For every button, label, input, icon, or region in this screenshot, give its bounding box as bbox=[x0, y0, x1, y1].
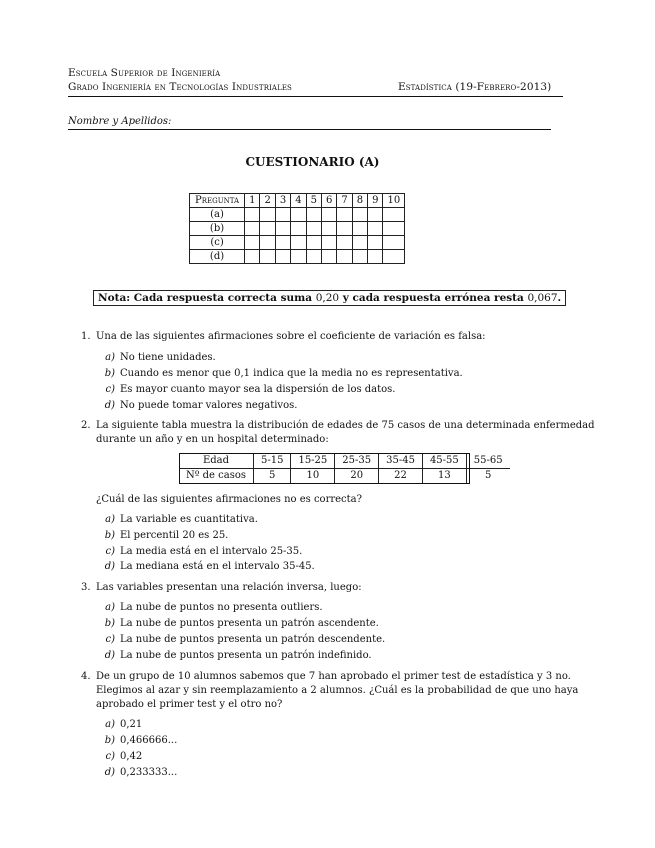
option-label: c) bbox=[105, 384, 115, 395]
option-label: c) bbox=[105, 634, 115, 645]
note-text-2: y cada respuesta errónea resta bbox=[339, 292, 528, 304]
answer-cell[interactable] bbox=[291, 208, 306, 222]
answer-cell[interactable] bbox=[383, 236, 405, 250]
answer-cell[interactable] bbox=[275, 236, 290, 250]
answer-cell[interactable] bbox=[306, 250, 321, 264]
answer-cell[interactable] bbox=[337, 222, 352, 236]
page-title: CUESTIONARIO (A) bbox=[245, 155, 380, 169]
answer-cell[interactable] bbox=[383, 250, 405, 264]
grid-header-cell: 5 bbox=[306, 194, 321, 208]
answer-cell[interactable] bbox=[245, 250, 260, 264]
option-label: a) bbox=[105, 602, 115, 613]
note-value-wrong: 0,067 bbox=[527, 292, 558, 304]
question-3-option-d[interactable] bbox=[101, 650, 372, 661]
option-label: d) bbox=[104, 767, 115, 778]
question-1-option-c[interactable] bbox=[101, 384, 396, 395]
freq-cell: 5 bbox=[466, 469, 509, 484]
question-2-subtext: ¿Cuál de las siguientes afirmaciones no es correcta? bbox=[96, 494, 362, 505]
freq-table-right-rule bbox=[469, 453, 470, 484]
question-4-option-c[interactable] bbox=[101, 751, 142, 762]
answer-cell[interactable] bbox=[337, 208, 352, 222]
answer-cell[interactable] bbox=[321, 236, 336, 250]
question-1-option-a[interactable] bbox=[101, 352, 216, 363]
answer-cell[interactable] bbox=[291, 250, 306, 264]
answer-cell[interactable] bbox=[321, 250, 336, 264]
question-4-text-line1: De un grupo de 10 alumnos sabemos que 7 han aprobado el primer test de estadística y 3 no. bbox=[96, 671, 571, 682]
option-label: a) bbox=[105, 514, 115, 525]
freq-data-row bbox=[179, 469, 510, 484]
grid-header-cell: 4 bbox=[291, 194, 306, 208]
option-text: 0,42 bbox=[120, 751, 143, 762]
question-4-text-line2: Elegimos al azar y sin reemplazamiento a 2 alumnos. ¿Cuál es la probabilidad de que uno haya bbox=[96, 685, 579, 696]
answer-cell[interactable] bbox=[306, 236, 321, 250]
school-name: Escuela Superior de Ingeniería bbox=[68, 67, 221, 79]
name-line bbox=[68, 129, 551, 130]
question-1-option-d[interactable] bbox=[101, 400, 297, 411]
freq-cell: 13 bbox=[422, 469, 466, 484]
answer-cell[interactable] bbox=[245, 208, 260, 222]
grid-header-cell: 1 bbox=[245, 194, 260, 208]
option-text: La nube de puntos presenta un patrón ascendente. bbox=[120, 618, 379, 629]
answer-grid-row bbox=[190, 208, 405, 222]
question-1-number: 1. bbox=[81, 331, 91, 342]
freq-cell: 20 bbox=[335, 469, 379, 484]
grid-header-cell: 3 bbox=[275, 194, 290, 208]
answer-cell[interactable] bbox=[321, 208, 336, 222]
question-2-option-d[interactable] bbox=[101, 561, 315, 572]
degree-name: Grado Ingeniería en Tecnologías Industriales bbox=[68, 81, 292, 93]
answer-cell[interactable] bbox=[352, 236, 367, 250]
freq-cell: 22 bbox=[379, 469, 423, 484]
answer-cell[interactable] bbox=[275, 208, 290, 222]
grid-row-label: (d) bbox=[190, 250, 245, 264]
option-label: b) bbox=[104, 735, 115, 746]
option-label: b) bbox=[104, 618, 115, 629]
note-text-end: . bbox=[557, 292, 562, 304]
answer-cell[interactable] bbox=[321, 222, 336, 236]
note-text-1: Nota: Cada respuesta correcta suma bbox=[98, 292, 316, 304]
answer-cell[interactable] bbox=[337, 250, 352, 264]
answer-cell[interactable] bbox=[368, 222, 383, 236]
freq-header-cell: 55-65 bbox=[466, 454, 509, 469]
answer-cell[interactable] bbox=[260, 222, 275, 236]
answer-cell[interactable] bbox=[291, 222, 306, 236]
option-label: d) bbox=[104, 400, 115, 411]
answer-cell[interactable] bbox=[352, 208, 367, 222]
answer-cell[interactable] bbox=[368, 250, 383, 264]
grid-row-label: (b) bbox=[190, 222, 245, 236]
answer-grid-row bbox=[190, 236, 405, 250]
freq-header-cell: 35-45 bbox=[379, 454, 423, 469]
answer-cell[interactable] bbox=[352, 222, 367, 236]
question-2-text-line2: durante un año y en un hospital determinado: bbox=[96, 434, 329, 445]
option-text: 0,233333... bbox=[120, 767, 178, 778]
option-text: 0,21 bbox=[120, 719, 143, 730]
option-text: La nube de puntos presenta un patrón descendente. bbox=[120, 634, 386, 645]
freq-header-cell: 45-55 bbox=[422, 454, 466, 469]
grid-header-cell: 6 bbox=[321, 194, 336, 208]
question-2-text-line1: La siguiente tabla muestra la distribución de edades de 75 casos de una determinada enfermedad bbox=[96, 420, 595, 431]
question-3-option-b[interactable] bbox=[101, 618, 379, 629]
answer-grid bbox=[189, 193, 405, 264]
question-3-option-c[interactable] bbox=[101, 634, 385, 645]
option-text: 0,466666... bbox=[120, 735, 178, 746]
option-text: La nube de puntos presenta un patrón indefinido. bbox=[120, 650, 372, 661]
option-label: b) bbox=[104, 530, 115, 541]
scoring-note bbox=[93, 290, 566, 306]
option-label: d) bbox=[104, 561, 115, 572]
question-4-option-d[interactable] bbox=[101, 767, 177, 778]
freq-table-bottom-rule bbox=[179, 483, 470, 484]
freq-header-cell: 15-25 bbox=[291, 454, 335, 469]
answer-cell[interactable] bbox=[368, 208, 383, 222]
answer-cell[interactable] bbox=[352, 250, 367, 264]
note-value-correct: 0,20 bbox=[315, 292, 340, 304]
option-label: a) bbox=[105, 352, 115, 363]
answer-grid-header bbox=[190, 194, 405, 208]
freq-table-left-rule bbox=[179, 453, 180, 484]
option-text: La media está en el intervalo 25-35. bbox=[120, 546, 303, 557]
option-label: c) bbox=[105, 546, 115, 557]
answer-cell[interactable] bbox=[337, 236, 352, 250]
freq-header-cell: 5-15 bbox=[253, 454, 290, 469]
freq-cell: Nº de casos bbox=[186, 470, 246, 481]
header-rule bbox=[68, 96, 563, 97]
grid-header-cell: 7 bbox=[337, 194, 352, 208]
freq-cell: 10 bbox=[291, 469, 335, 484]
question-2-option-b[interactable] bbox=[101, 530, 228, 541]
question-4-option-a[interactable] bbox=[101, 719, 142, 730]
answer-grid-row bbox=[190, 222, 405, 236]
freq-header-cell: 25-35 bbox=[335, 454, 379, 469]
option-label: b) bbox=[104, 368, 115, 379]
grid-header-cell: 9 bbox=[368, 194, 383, 208]
freq-table-top-rule bbox=[179, 453, 470, 454]
option-text: La mediana está en el intervalo 35-45. bbox=[120, 561, 315, 572]
question-2-option-c[interactable] bbox=[101, 546, 302, 557]
answer-grid-row bbox=[190, 250, 405, 264]
answer-cell[interactable] bbox=[260, 236, 275, 250]
answer-cell[interactable] bbox=[306, 208, 321, 222]
grid-header-cell: 10 bbox=[383, 194, 405, 208]
answer-cell[interactable] bbox=[368, 236, 383, 250]
answer-cell[interactable] bbox=[275, 250, 290, 264]
answer-cell[interactable] bbox=[383, 208, 405, 222]
question-2-number: 2. bbox=[81, 420, 91, 431]
question-1-text: Una de las siguientes afirmaciones sobre el coeficiente de variación es falsa: bbox=[96, 331, 486, 342]
freq-cell: 5 bbox=[253, 469, 290, 484]
option-text: La variable es cuantitativa. bbox=[120, 514, 258, 525]
option-text: Cuando es menor que 0,1 indica que la media no es representativa. bbox=[120, 368, 463, 379]
option-text: No tiene unidades. bbox=[120, 352, 216, 363]
question-2-option-a[interactable] bbox=[101, 514, 258, 525]
option-text: La nube de puntos no presenta outliers. bbox=[120, 602, 323, 613]
name-label: Nombre y Apellidos: bbox=[68, 116, 172, 127]
age-frequency-table bbox=[179, 454, 510, 483]
question-4-option-b[interactable] bbox=[101, 735, 177, 746]
answer-cell[interactable] bbox=[383, 222, 405, 236]
option-text: Es mayor cuanto mayor sea la dispersión de los datos. bbox=[120, 384, 396, 395]
answer-cell[interactable] bbox=[260, 208, 275, 222]
answer-cell[interactable] bbox=[245, 236, 260, 250]
exam-title: Estadística (19-Febrero-2013) bbox=[398, 81, 552, 93]
question-4-text-line3: aprobado el primer test y el otro no? bbox=[96, 699, 283, 710]
grid-row-label: (a) bbox=[190, 208, 245, 222]
freq-header-row bbox=[179, 454, 510, 469]
option-label: a) bbox=[105, 719, 115, 730]
option-label: d) bbox=[104, 650, 115, 661]
question-3-option-a[interactable] bbox=[101, 602, 323, 613]
freq-header-cell: Edad bbox=[179, 454, 253, 469]
option-text: No puede tomar valores negativos. bbox=[120, 400, 298, 411]
grid-row-label: (c) bbox=[190, 236, 245, 250]
answer-cell[interactable] bbox=[291, 236, 306, 250]
answer-cell[interactable] bbox=[275, 222, 290, 236]
option-text: El percentil 20 es 25. bbox=[120, 530, 229, 541]
answer-cell[interactable] bbox=[306, 222, 321, 236]
question-1-option-b[interactable] bbox=[101, 368, 463, 379]
question-3-text: Las variables presentan una relación inversa, luego: bbox=[96, 582, 362, 593]
option-label: c) bbox=[105, 751, 115, 762]
grid-header-cell: 8 bbox=[352, 194, 367, 208]
answer-cell[interactable] bbox=[245, 222, 260, 236]
grid-header-cell: 2 bbox=[260, 194, 275, 208]
answer-cell[interactable] bbox=[260, 250, 275, 264]
question-3-number: 3. bbox=[81, 582, 91, 593]
question-4-number: 4. bbox=[81, 671, 91, 682]
grid-header-cell: Pregunta bbox=[190, 194, 245, 208]
